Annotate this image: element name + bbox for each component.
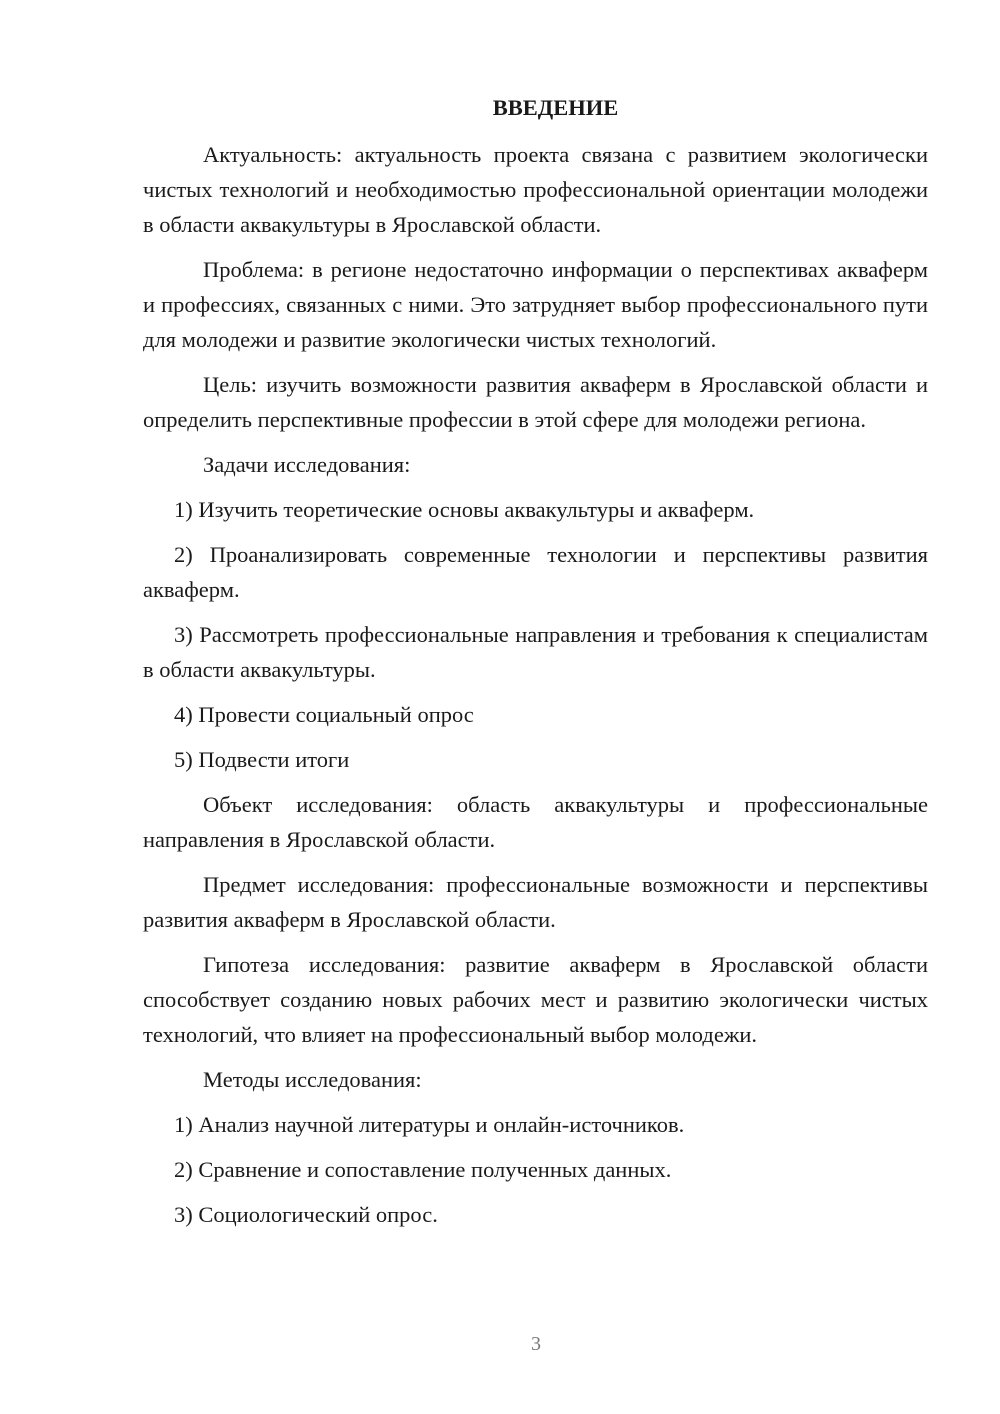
methods-heading: Методы исследования: [203, 1067, 422, 1092]
task-item: 1) Изучить теоретические основы аквакультуры и акваферм. [174, 497, 755, 522]
page-number: 3 [531, 1333, 541, 1355]
method-item: 1) Анализ научной литературы и онлайн-источников. [174, 1112, 685, 1137]
method-item: 3) Социологический опрос. [174, 1202, 438, 1227]
tasks-heading: Задачи исследования: [203, 452, 411, 477]
method-item: 2) Сравнение и сопоставление полученных данных. [174, 1157, 672, 1182]
relevance-paragraph: Актуальность: актуальность проекта связана с развитием экологически чистых технологий и необходимостью профессиональной ориентации молодежи в области аквакультуры в Ярославской области. [143, 142, 928, 237]
task-item: 3) Рассмотреть профессиональные направления и требования к специалистам в области аквакультуры. [143, 622, 928, 682]
hypothesis-paragraph: Гипотеза исследования: развитие акваферм в Ярославской области способствует созданию новых рабочих мест и развитию экологически чистых технологий, что влияет на профессиональный выбор молодежи. [143, 952, 928, 1047]
subject-paragraph: Предмет исследования: профессиональные возможности и перспективы развития акваферм в Ярославской области. [143, 872, 928, 932]
section-title: ВВЕДЕНИЕ [492, 95, 619, 120]
task-item: 5) Подвести итоги [174, 747, 350, 772]
task-item: 2) Проанализировать современные технологии и перспективы развития акваферм. [143, 542, 928, 602]
task-item: 4) Провести социальный опрос [174, 702, 474, 727]
goal-paragraph: Цель: изучить возможности развития акваферм в Ярославской области и определить перспективные профессии в этой сфере для молодежи региона. [143, 372, 928, 432]
problem-paragraph: Проблема: в регионе недостаточно информации о перспективах акваферм и профессиях, связанных с ними. Это затрудняет выбор профессионального пути для молодежи и развитие экологически чистых технологий. [143, 257, 928, 352]
object-paragraph: Объект исследования: область аквакультуры и профессиональные направления в Ярославской области. [143, 792, 928, 852]
document-page [143, 90, 928, 1242]
